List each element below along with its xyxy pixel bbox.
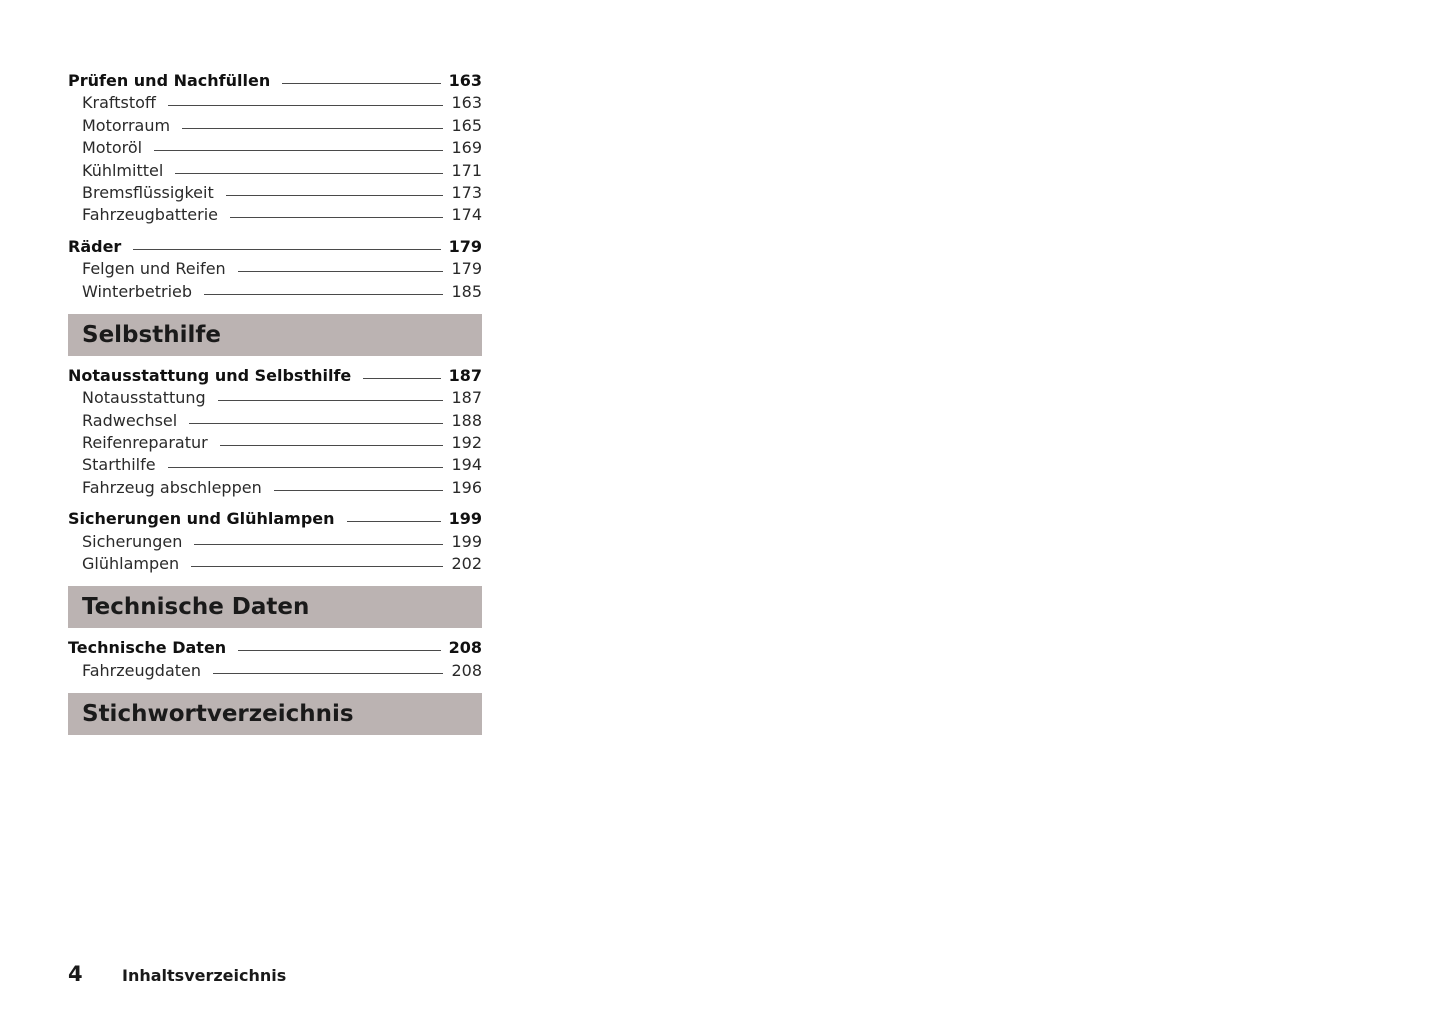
toc-entry-label: Radwechsel <box>82 410 178 430</box>
toc-entry-radwechsel[interactable] <box>68 410 482 432</box>
toc-entry-page: 192 <box>451 433 482 453</box>
table-of-contents <box>68 70 482 744</box>
toc-entry-label: Fahrzeugbatterie <box>82 205 219 225</box>
toc-entry-page: 174 <box>451 205 482 225</box>
toc-entry-label: Sicherungen und Glühlampen <box>68 509 335 529</box>
toc-entry-label: Bremsflüssigkeit <box>82 182 214 202</box>
toc-entry-label: Kraftstoff <box>82 93 156 113</box>
toc-entry-page: 173 <box>451 182 482 202</box>
toc-entry-label: Fahrzeugdaten <box>82 660 202 680</box>
toc-leader-line <box>226 195 444 196</box>
toc-entry-label: Motorraum <box>82 115 171 135</box>
toc-leader-line <box>189 423 443 424</box>
toc-entry-label: Fahrzeug abschleppen <box>82 477 262 497</box>
toc-entry-label: Notausstattung <box>82 388 206 408</box>
toc-entry-page: 187 <box>448 365 482 385</box>
toc-entry-page: 202 <box>451 554 482 574</box>
toc-entry-page: 171 <box>451 160 482 180</box>
toc-entry-fahrzeugbatterie[interactable] <box>68 204 482 226</box>
toc-entry-label: Notausstattung und Selbsthilfe <box>68 365 352 385</box>
toc-group-technische-daten <box>68 637 482 682</box>
toc-group-notausstattung <box>68 365 482 499</box>
toc-entry-reifenreparatur[interactable] <box>68 432 482 454</box>
toc-entry-label: Reifenreparatur <box>82 433 208 453</box>
toc-entry-page: 208 <box>448 638 482 658</box>
toc-entry-notausstattung[interactable] <box>68 387 482 409</box>
toc-chapter-raeder[interactable] <box>68 236 482 258</box>
toc-leader-line <box>191 566 443 567</box>
toc-leader-line <box>168 105 444 106</box>
toc-leader-line <box>168 467 444 468</box>
toc-entry-fahrzeug-abschleppen[interactable] <box>68 477 482 499</box>
toc-entry-gluehlampen[interactable] <box>68 553 482 575</box>
toc-entry-kuehlmittel[interactable] <box>68 160 482 182</box>
toc-leader-line <box>182 128 443 129</box>
toc-entry-page: 199 <box>451 531 482 551</box>
toc-leader-line <box>133 249 440 250</box>
toc-entry-page: 188 <box>451 410 482 430</box>
toc-entry-label: Sicherungen <box>82 531 183 551</box>
toc-entry-page: 199 <box>448 509 482 529</box>
toc-entry-page: 163 <box>451 93 482 113</box>
section-header-technische-daten[interactable]: Technische Daten <box>68 586 482 628</box>
toc-entry-page: 165 <box>451 115 482 135</box>
toc-group-raeder <box>68 236 482 303</box>
toc-entry-page: 179 <box>448 236 482 256</box>
toc-chapter-notausstattung-und-selbsthilfe[interactable] <box>68 365 482 387</box>
toc-entry-motorraum[interactable] <box>68 115 482 137</box>
toc-leader-line <box>238 271 444 272</box>
toc-leader-line <box>194 544 443 545</box>
toc-entry-bremsfluessigkeit[interactable] <box>68 182 482 204</box>
toc-entry-felgen-und-reifen[interactable] <box>68 258 482 280</box>
toc-chapter-technische-daten[interactable] <box>68 637 482 659</box>
toc-entry-winterbetrieb[interactable] <box>68 281 482 303</box>
page-footer <box>68 962 286 986</box>
toc-entry-label: Starthilfe <box>82 455 156 475</box>
toc-leader-line <box>363 378 440 379</box>
toc-entry-page: 179 <box>451 259 482 279</box>
toc-entry-page: 194 <box>451 455 482 475</box>
toc-chapter-sicherungen-und-gluehlampen[interactable] <box>68 508 482 530</box>
toc-entry-label: Räder <box>68 236 122 256</box>
toc-group-pruefen-und-nachfuellen <box>68 70 482 227</box>
toc-leader-line <box>204 294 443 295</box>
toc-entry-page: 196 <box>451 477 482 497</box>
footer-page-number: 4 <box>68 962 83 986</box>
toc-entry-page: 208 <box>451 660 482 680</box>
toc-entry-fahrzeugdaten[interactable] <box>68 660 482 682</box>
toc-entry-label: Glühlampen <box>82 554 180 574</box>
toc-leader-line <box>218 400 444 401</box>
section-header-stichwortverzeichnis[interactable]: Stichwortverzeichnis <box>68 693 482 735</box>
toc-entry-starthilfe[interactable] <box>68 454 482 476</box>
toc-entry-page: 163 <box>448 71 482 90</box>
toc-entry-page: 169 <box>451 138 482 158</box>
toc-entry-page: 187 <box>451 388 482 408</box>
toc-entry-label: Technische Daten <box>68 638 227 658</box>
toc-entry-label: Kühlmittel <box>82 160 164 180</box>
toc-leader-line <box>238 650 440 651</box>
section-header-selbsthilfe[interactable]: Selbsthilfe <box>68 314 482 356</box>
toc-leader-line <box>220 445 444 446</box>
toc-leader-line <box>154 150 443 151</box>
toc-chapter-pruefen-und-nachfuellen[interactable] <box>68 70 482 92</box>
toc-leader-line <box>213 673 443 674</box>
toc-leader-line <box>274 490 444 491</box>
toc-group-sicherungen-und-gluehlampen <box>68 508 482 575</box>
toc-leader-line <box>175 173 443 174</box>
footer-title: Inhaltsverzeichnis <box>122 966 287 985</box>
toc-leader-line <box>230 217 443 218</box>
toc-entry-motoroel[interactable] <box>68 137 482 159</box>
toc-entry-label: Winterbetrieb <box>82 281 193 301</box>
toc-entry-sicherungen[interactable] <box>68 531 482 553</box>
toc-leader-line <box>282 83 440 84</box>
toc-entry-kraftstoff[interactable] <box>68 92 482 114</box>
toc-entry-label: Motoröl <box>82 138 143 158</box>
toc-entry-label: Felgen und Reifen <box>82 259 226 279</box>
toc-entry-page: 185 <box>451 281 482 301</box>
toc-entry-label: Prüfen und Nachfüllen <box>68 71 271 90</box>
toc-leader-line <box>347 521 441 522</box>
